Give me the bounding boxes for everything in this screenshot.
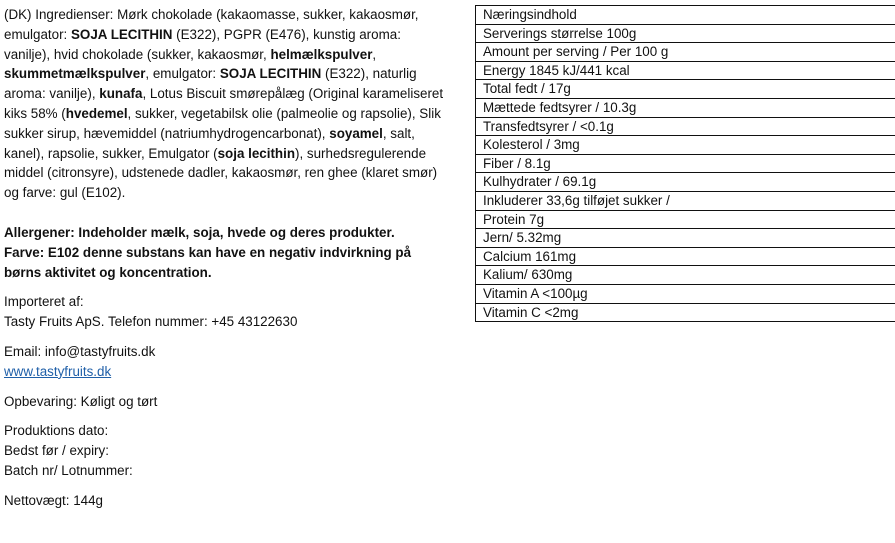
- nutrition-row: Kolesterol / 3mg: [476, 136, 895, 155]
- ingredients-text: [4, 5, 444, 203]
- nutrition-table: [475, 5, 895, 322]
- nutrition-row: Kulhydrater / 69.1g: [476, 173, 895, 192]
- nutrition-row: Kalium/ 630mg: [476, 266, 895, 285]
- ingredient-text: , salt, kanel), rapsolie, sukker, Emulgator (: [4, 125, 415, 161]
- ingredient-text: (DK) Ingredienser: Mørk chokolade (kakaomasse, sukker, kakaosmør, emulgator:: [4, 7, 419, 42]
- contact-info: [4, 342, 444, 382]
- nutrition-row: Energy 1845 kJ/441 kcal: [476, 62, 895, 81]
- best-before-date: Bedst før / expiry:: [4, 443, 109, 459]
- nutrition-row: Calcium 161mg: [476, 248, 895, 267]
- nutrition-row: Fiber / 8.1g: [476, 155, 895, 174]
- nutrition-row: Næringsindhold: [476, 6, 895, 25]
- nutrition-row: Serverings størrelse 100g: [476, 25, 895, 44]
- ingredient-allergen: kunafa: [99, 86, 143, 102]
- production-date: Produktions dato:: [4, 423, 109, 439]
- contact-email: Email: info@tastyfruits.dk: [4, 343, 156, 359]
- nutrition-row: Vitamin C <2mg: [476, 304, 895, 323]
- nutrition-row: Transfedtsyrer / <0.1g: [476, 118, 895, 137]
- batch-number: Batch nr/ Lotnummer:: [4, 462, 133, 478]
- ingredient-text: ), surhedsregulerende middel (citronsyre), udstenede dadler, kakaosmør, ren ghee (klaret smør) og farve: gul (E102).: [4, 145, 438, 201]
- ingredient-allergen: SOJA LECITHIN: [219, 66, 322, 82]
- ingredient-text: (E322), PGPR (E476), kunstig aroma: vanilje), hvid chokolade (sukker, kakaosmør,: [4, 26, 401, 62]
- nutrition-row: Mættede fedtsyrer / 10.3g: [476, 99, 895, 118]
- nutrition-row: Vitamin A <100µg: [476, 285, 895, 304]
- importer-company: Tasty Fruits ApS. Telefon nummer: +45 43122630: [4, 314, 298, 330]
- ingredient-allergen: SOJA LECITHIN: [71, 26, 173, 42]
- importer-info: [4, 292, 444, 332]
- ingredient-text: (E322), naturlig aroma: vanilje),: [4, 66, 417, 102]
- website-link[interactable]: www.tastyfruits.dk: [4, 363, 112, 379]
- nutrition-row: Amount per serving / Per 100 g: [476, 43, 895, 62]
- ingredient-allergen: hvedemel: [65, 105, 128, 121]
- nutrition-row: Jern/ 5.32mg: [476, 229, 895, 248]
- ingredient-allergen: helmælkspulver: [270, 46, 373, 62]
- allergen-warning: [4, 223, 444, 282]
- nutrition-row: Protein 7g: [476, 211, 895, 230]
- ingredient-text: ,: [372, 46, 377, 62]
- storage-info: Opbevaring: Køligt og tørt: [4, 393, 158, 409]
- nutrition-row: Total fedt / 17g: [476, 80, 895, 99]
- dates-info: [4, 421, 444, 480]
- ingredient-allergen: soja lecithin: [217, 145, 295, 161]
- ingredient-text: , Lotus Biscuit smørepålæg (Original karameliseret kiks 58% (: [4, 86, 444, 121]
- net-weight: Nettovægt: 144g: [4, 492, 104, 508]
- color-warning-line: Farve: E102 denne substans kan have en negativ indvirkning på børns aktivitet og koncentration.: [4, 244, 412, 280]
- label-text-column: [4, 5, 444, 511]
- ingredient-allergen: soyamel: [329, 125, 383, 141]
- ingredient-allergen: skummetmælkspulver: [4, 66, 146, 82]
- nutrition-row: Inkluderer 33,6g tilføjet sukker /: [476, 192, 895, 211]
- ingredient-text: , sukker, vegetabilsk olie (palmeolie og rapsolie), Slik sukker sirup, hævemiddel (natriumhydrogencarbonat),: [4, 105, 441, 141]
- importer-label: Importeret af:: [4, 294, 84, 310]
- allergen-line: Allergener: Indeholder mælk, soja, hvede og deres produkter.: [4, 224, 395, 240]
- ingredient-text: , emulgator:: [145, 66, 220, 82]
